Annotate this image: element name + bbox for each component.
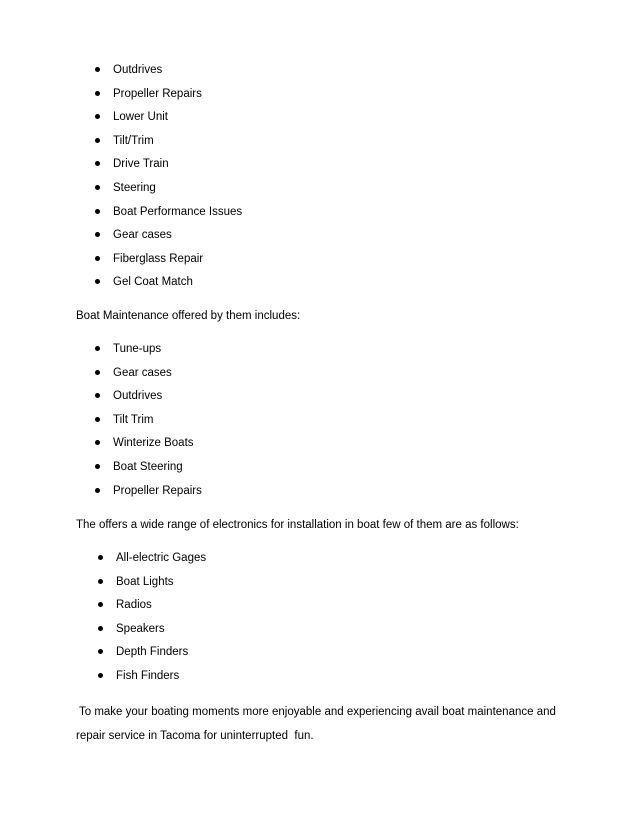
bullet-icon xyxy=(95,161,100,166)
closing-paragraph xyxy=(76,700,576,748)
bullet-icon xyxy=(95,185,100,190)
bullet-icon xyxy=(95,67,100,72)
bullet-icon xyxy=(95,417,100,422)
bullet-icon xyxy=(95,232,100,237)
maintenance-intro: Boat Maintenance offered by them includes: xyxy=(76,310,301,322)
bullet-icon xyxy=(95,209,100,214)
bullet-icon xyxy=(95,370,100,375)
bullet-icon xyxy=(95,346,100,351)
closing-line-2: repair service in Tacoma for uninterrupted fun. xyxy=(76,730,314,742)
bullet-icon xyxy=(95,138,100,143)
closing-line-1: To make your boating moments more enjoyable and experiencing avail boat maintenance and xyxy=(76,706,556,718)
bullet-icon xyxy=(95,91,100,96)
bullet-icon xyxy=(98,579,103,584)
bullet-icon xyxy=(95,488,100,493)
bullet-icon xyxy=(95,114,100,119)
document-page: Outdrives Propeller Repairs Lower Unit Tilt/Trim Drive Train Steering Boat Performance Issues Gear cases Fiberglass Repair Gel Coat Match Boat Maintenance offered by them includes: Tune-ups Gear cases Outdrives Tilt Trim Winterize Boats Boat Steering Propeller Repairs The offers a wide range of electronics for installation in boat few of them are as follows: All-electric Gages Boat Lights Radios Speakers Depth Finders Fish Finders To make your boating moments more enjoyable and experiencing avail boat maintenance and repair service in Tacoma for uninterrupted fun. xyxy=(0,0,638,826)
bullet-icon xyxy=(95,464,100,469)
bullet-icon xyxy=(98,602,103,607)
bullet-icon xyxy=(98,626,103,631)
bullet-icon xyxy=(98,673,103,678)
bullet-icon xyxy=(95,279,100,284)
bullet-icon xyxy=(95,440,100,445)
electronics-intro: The offers a wide range of electronics for installation in boat few of them are as follows: xyxy=(76,519,519,531)
bullet-icon xyxy=(95,256,100,261)
bullet-icon xyxy=(95,393,100,398)
bullet-icon xyxy=(98,555,103,560)
bullet-icon xyxy=(98,649,103,654)
